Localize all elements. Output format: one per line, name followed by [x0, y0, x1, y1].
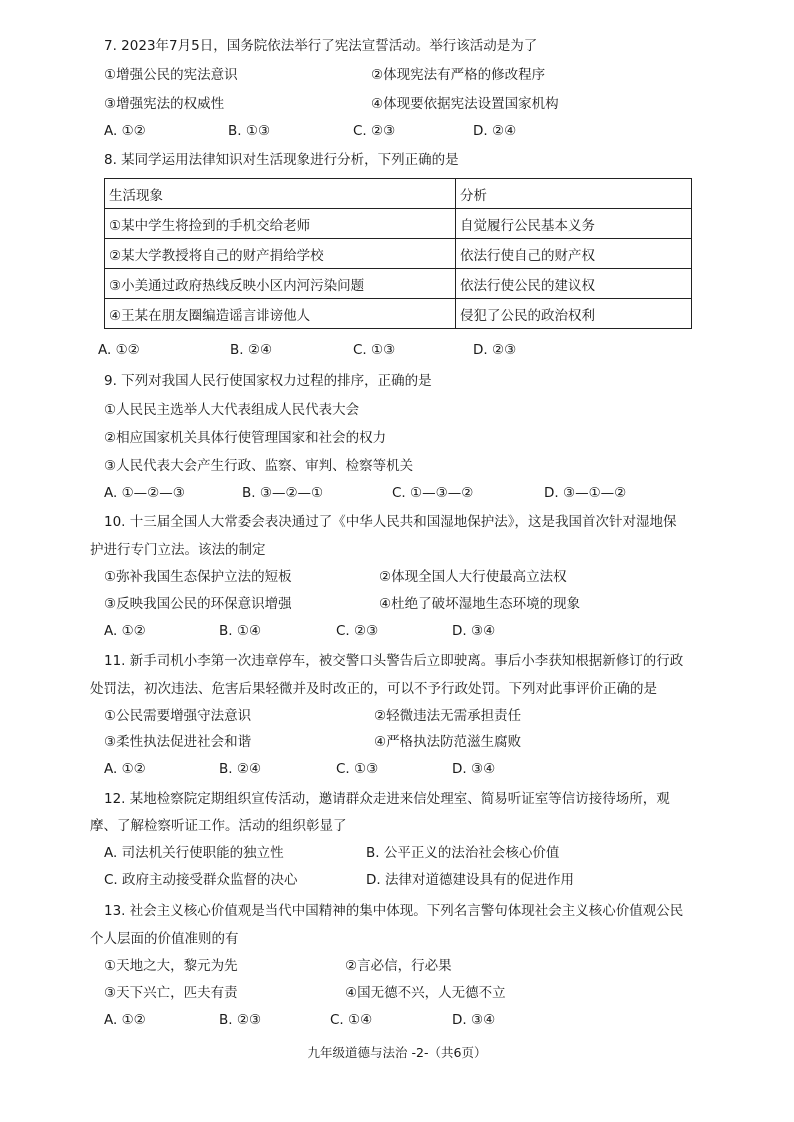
table-header-cell: 生活现象 [105, 179, 456, 209]
q11-stem-line-1: 11. 新手司机小李第一次违章停车，被交警口头警告后立即驶离。事后小李获知根据新修订的行政 [104, 653, 684, 669]
table-cell: ④王某在朋友圈编造谣言诽谤他人 [105, 299, 456, 329]
q12-stem-line-1: 12. 某地检察院定期组织宣传活动，邀请群众走进来信处理室、简易听证室等信访接待场所，观 [104, 791, 670, 807]
q11-item-1: ①公民需要增强守法意识 [104, 708, 252, 724]
q7-item-3: ③增强宪法的权威性 [104, 96, 225, 112]
q9-item-1: ①人民民主选举人大代表组成人民代表大会 [104, 402, 360, 418]
q8-option-b: B. ②④ [230, 342, 273, 358]
table-cell: 自觉履行公民基本义务 [456, 209, 692, 239]
q13-item-2: ②言必信，行必果 [345, 958, 452, 974]
q7-option-b: B. ①③ [228, 123, 271, 139]
q8-option-d: D. ②③ [473, 342, 517, 358]
q13-option-a: A. ①② [104, 1012, 146, 1028]
q8-table [104, 178, 692, 329]
q8-option-a: A. ①② [98, 342, 140, 358]
q12-stem-line-2: 摩、了解检察听证工作。活动的组织彰显了 [90, 818, 347, 834]
q11-item-2: ②轻微违法无需承担责任 [374, 708, 522, 724]
q13-item-3: ③天下兴亡，匹夫有责 [104, 985, 238, 1001]
q9-option-b: B. ③—②—① [242, 485, 324, 501]
table-cell: ①某中学生将捡到的手机交给老师 [105, 209, 456, 239]
table-cell: 依法行使自己的财产权 [456, 239, 692, 269]
q13-option-b: B. ②③ [219, 1012, 262, 1028]
q10-item-3: ③反映我国公民的环保意识增强 [104, 596, 292, 612]
q13-stem-line-2: 个人层面的价值准则的有 [90, 931, 239, 947]
q11-option-c: C. ①③ [336, 761, 379, 777]
table-row [105, 299, 692, 329]
table-cell: ②某大学教授将自己的财产捐给学校 [105, 239, 456, 269]
q10-option-a: A. ①② [104, 623, 146, 639]
q7-stem: 7. 2023年7月5日，国务院依法举行了宪法宣誓活动。举行该活动是为了 [104, 38, 538, 54]
q10-item-1: ①弥补我国生态保护立法的短板 [104, 569, 292, 585]
q13-option-d: D. ③④ [452, 1012, 496, 1028]
q7-item-4: ④体现要依据宪法设置国家机构 [371, 96, 559, 112]
q9-option-c: C. ①—③—② [392, 485, 474, 501]
q12-option-b: B. 公平正义的法治社会核心价值 [366, 845, 560, 861]
q9-item-2: ②相应国家机关具体行使管理国家和社会的权力 [104, 430, 387, 446]
table-cell: 侵犯了公民的政治权利 [456, 299, 692, 329]
q8-option-c: C. ①③ [353, 342, 396, 358]
q11-item-4: ④严格执法防范滋生腐败 [374, 734, 522, 750]
q13-option-c: C. ①④ [330, 1012, 373, 1028]
q10-stem-line-1: 10. 十三届全国人大常委会表决通过了《中华人民共和国湿地保护法》，这是我国首次针对湿地保 [104, 514, 677, 530]
q10-stem-line-2: 护进行专门立法。该法的制定 [90, 542, 266, 558]
q11-option-d: D. ③④ [452, 761, 496, 777]
table-cell: ③小美通过政府热线反映小区内河污染问题 [105, 269, 456, 299]
table-row [105, 269, 692, 299]
q10-option-c: C. ②③ [336, 623, 379, 639]
q10-item-4: ④杜绝了破坏湿地生态环境的现象 [379, 596, 581, 612]
table-header-cell: 分析 [456, 179, 692, 209]
table-cell: 依法行使公民的建议权 [456, 269, 692, 299]
table-row [105, 209, 692, 239]
table-header-row [105, 179, 692, 209]
q8-stem: 8. 某同学运用法律知识对生活现象进行分析，下列正确的是 [104, 152, 459, 168]
table-row [105, 239, 692, 269]
q11-stem-line-2: 处罚法，初次违法、危害后果轻微并及时改正的，可以不予行政处罚。下列对此事评价正确的是 [90, 681, 657, 697]
q9-item-3: ③人民代表大会产生行政、监察、审判、检察等机关 [104, 458, 414, 474]
page-footer: 九年级道德与法治 -2-（共6页） [307, 1045, 487, 1060]
q13-item-4: ④国无德不兴，人无德不立 [345, 985, 506, 1001]
q7-option-d: D. ②④ [473, 123, 517, 139]
q11-option-b: B. ②④ [219, 761, 262, 777]
q7-item-1: ①增强公民的宪法意识 [104, 67, 238, 83]
q12-option-d: D. 法律对道德建设具有的促进作用 [366, 872, 574, 888]
q9-option-a: A. ①—②—③ [104, 485, 185, 501]
q12-option-c: C. 政府主动接受群众监督的决心 [104, 872, 298, 888]
q9-option-d: D. ③—①—② [544, 485, 627, 501]
q10-item-2: ②体现全国人大行使最高立法权 [379, 569, 567, 585]
q13-stem-line-1: 13. 社会主义核心价值观是当代中国精神的集中体现。下列名言警句体现社会主义核心价值观公民 [104, 903, 684, 919]
q13-item-1: ①天地之大，黎元为先 [104, 958, 238, 974]
q11-item-3: ③柔性执法促进社会和谐 [104, 734, 252, 750]
q10-option-d: D. ③④ [452, 623, 496, 639]
q11-option-a: A. ①② [104, 761, 146, 777]
q7-option-c: C. ②③ [353, 123, 396, 139]
q7-option-a: A. ①② [104, 123, 146, 139]
q7-item-2: ②体现宪法有严格的修改程序 [371, 67, 546, 83]
q12-option-a: A. 司法机关行使职能的独立性 [104, 845, 284, 861]
q10-option-b: B. ①④ [219, 623, 262, 639]
q9-stem: 9. 下列对我国人民行使国家权力过程的排序，正确的是 [104, 373, 432, 389]
